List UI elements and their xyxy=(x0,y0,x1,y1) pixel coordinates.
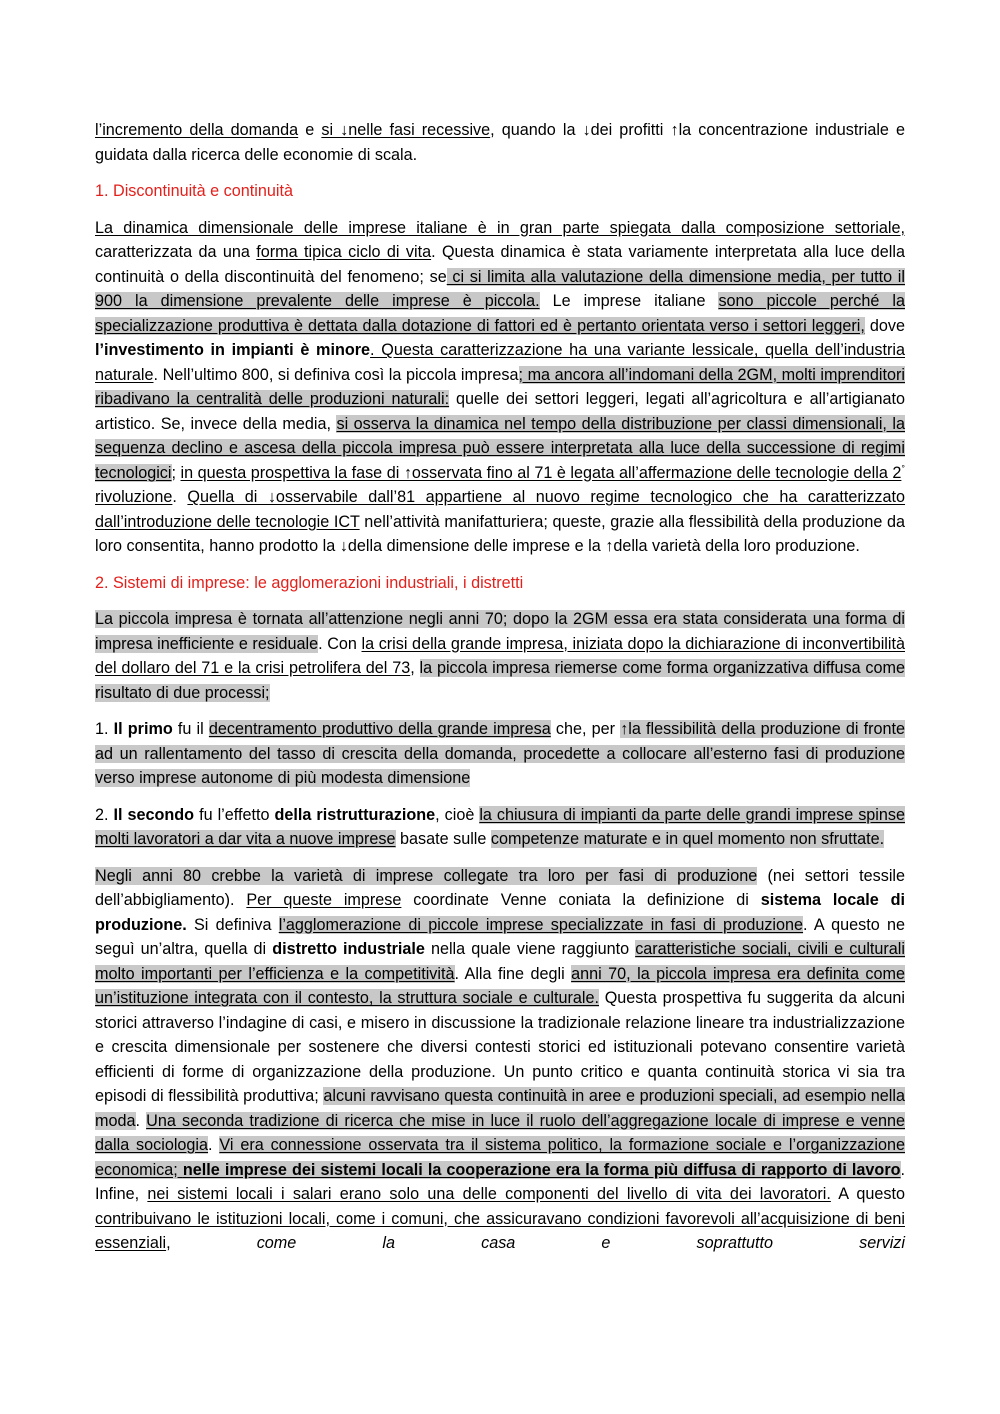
text-run: Per queste imprese xyxy=(246,891,402,909)
text-run: la crisi della grande impresa, iniziata dopo la dichiarazione di inconvertibilità del dollaro del 71 e la crisi petrolifera del 73 xyxy=(95,634,905,677)
text-run: si ↓nelle fasi recessive xyxy=(321,121,491,139)
text-run: Il primo xyxy=(113,720,173,738)
text-run: si osserva la dinamica nel tempo della distribuzione per classi dimensionali, la sequenza declino e ascesa della piccola impresa può essere interpretata alla luce della successione di regimi tecnologici xyxy=(95,414,905,482)
text-run: contribuivano le istituzioni locali, come i comuni, che assicuravano condizioni favorevoli all’acquisizione di beni essenziali xyxy=(95,1209,905,1252)
text-run: in questa prospettiva la fase di ↑osservata fino al 71 è legata all’affermazione delle tecnologie della 2 xyxy=(180,463,902,482)
text-run: , cioè xyxy=(435,805,480,824)
text-run: . Nell’ultimo 800, si definiva così la piccola impresa xyxy=(153,365,519,384)
text-run: e xyxy=(298,121,322,139)
text-run: . xyxy=(208,1136,220,1154)
text-run: l’agglomerazione di piccole imprese specializzate in fasi di produzione xyxy=(278,915,804,934)
section-heading-1: 1. Discontinuità e continuità xyxy=(95,182,293,200)
text-run: quelle dei settori leggeri, legati all’agricoltura e all’artigianato artistico. Se, invece della media, xyxy=(95,390,905,433)
text-run: nell’attività manifatturiera; queste, grazie alla flessibilità della produzione da loro consentita, hanno prodotto la ↓della dimensione delle imprese e la ↑della varietà della loro produzione. xyxy=(95,512,906,555)
text-run: . A questo ne seguì un’altra, quella di xyxy=(95,915,905,958)
text-run: Quella di ↓osservabile dall’81 appartiene al nuovo regime tecnologico che ha caratterizzato dall’introduzione delle tecnologie ICT xyxy=(95,488,906,531)
text-run: l’investimento in impianti è minore xyxy=(95,341,371,359)
text-run: l’incremento della domanda xyxy=(95,121,299,139)
text-run: nella quale viene raggiunto xyxy=(424,940,636,958)
paragraph-second-process xyxy=(95,803,905,852)
text-run: ↑la flessibilità della produzione di fronte ad un rallentamento del tasso di crescita della domanda, procedette a collocare all’esterno fasi di produzione verso imprese autonome di più modesta dimensione xyxy=(95,720,906,787)
text-run: nelle imprese dei sistemi locali la cooperazione era la forma più diffusa di rapporto di lavoro xyxy=(182,1160,901,1179)
text-run: alcuni ravvisano questa continuità in aree e produzioni speciali, ad esempio nella moda xyxy=(95,1087,905,1130)
text-run: A questo xyxy=(830,1185,905,1203)
text-run: distretto industriale xyxy=(272,940,425,958)
text-run: caratteristiche sociali, civili e culturali molto importanti per l’efficienza e la competitività xyxy=(95,940,906,983)
text-run: 1. xyxy=(95,720,114,738)
text-run: . xyxy=(172,488,188,506)
text-run: la chiusura di impianti da parte delle grandi imprese spinse molti lavoratori a dar vita a nuove imprese xyxy=(95,805,905,848)
text-run: anni 70, la piccola impresa era definita come un’istituzione integrata con il contesto, la struttura sociale e culturale. xyxy=(95,964,905,1007)
text-run: ; xyxy=(171,463,181,482)
text-run: competenze maturate e in quel momento non sfruttate. xyxy=(490,830,885,848)
text-run: decentramento produttivo della grande impresa xyxy=(208,720,551,738)
text-run: nei sistemi locali i salari erano solo una delle componenti del livello di vita dei lavoratori. xyxy=(147,1185,831,1203)
text-run: che, per xyxy=(550,720,621,738)
text-run: , xyxy=(410,659,420,677)
text-run: . Infine, xyxy=(95,1160,906,1203)
text-run: Il secondo xyxy=(113,805,195,824)
text-run: . Alla fine degli xyxy=(454,964,572,983)
paragraph-first-process xyxy=(95,717,905,791)
text-run: (nei settori tessile dell’abbigliamento). xyxy=(95,866,906,909)
text-run: Le imprese italiane xyxy=(539,292,719,310)
paragraph-industrial-districts xyxy=(95,864,905,1256)
text-run: dove xyxy=(864,316,905,335)
text-run: Vi era connessione osservata tra il sistema politico, la formazione sociale e l’organizzazione economica; xyxy=(95,1136,905,1179)
text-run: . Con xyxy=(318,634,362,653)
paragraph-section-1 xyxy=(95,216,905,559)
text-run: Negli anni 80 crebbe la varietà di imprese collegate tra loro per fasi di produzione xyxy=(95,866,758,885)
text-run: La dinamica dimensionale delle imprese italiane è in gran parte spiegata dalla composizione settoriale, xyxy=(95,218,905,237)
text-run: Una seconda tradizione di ricerca che mise in luce il ruolo dell’aggregazione locale di imprese e venne dalla sociologia xyxy=(95,1111,905,1154)
text-run: coordinate Venne coniata la definizione di xyxy=(401,891,761,909)
text-run: la piccola impresa riemerse come forma organizzativa diffusa come risultato di due processi; xyxy=(95,659,905,702)
text-run: fu l’effetto xyxy=(194,805,275,824)
text-run: della ristrutturazione xyxy=(274,805,436,824)
text-run: La piccola impresa è tornata all’attenzione negli anni 70; dopo la 2GM essa era stata considerata una forma di impresa inefficiente e residuale xyxy=(95,610,905,653)
paragraph-section-2-intro xyxy=(95,607,905,705)
text-run: sono piccole perché la specializzazione produttiva è dettata dalla dotazione di fattori ed è pertanto orientata verso i settori leggeri, xyxy=(95,292,905,335)
text-run: ci si limita alla valutazione della dimensione media, per tutto il 900 la dimensione prevalente delle imprese è piccola. xyxy=(95,267,905,310)
section-heading-2: 2. Sistemi di imprese: le agglomerazioni industriali, i distretti xyxy=(95,573,524,592)
text-run: ; ma ancora all’indomani della 2GM, molti imprenditori ribadivano la centralità delle produzioni naturali: xyxy=(95,365,905,408)
text-run: ° xyxy=(901,463,905,474)
text-run: basate sulle xyxy=(395,830,491,848)
text-run: caratterizzata da una xyxy=(95,243,257,261)
text-run: fu il xyxy=(172,720,209,738)
paragraph-intro xyxy=(95,118,905,167)
text-run: Si definiva xyxy=(186,915,279,934)
text-run: rivoluzione xyxy=(95,488,173,506)
text-run: Questa prospettiva fu suggerita da alcuni storici attraverso l’indagine di casi, e misero in discussione la tradizionale relazione lineare tra industrializzazione e crescita dimensionale per sostenere che diversi contesti storici ed istituzionali potevano consentire varietà efficienti di forme di organizzazione della produzione. Un punto critico e quanta continuità storica vi sia tra episodi di flessibilità produttiva; xyxy=(95,989,905,1105)
text-run: . Questa dinamica è stata variamente interpretata alla luce della continuità o della discontinuità del fenomeno; se xyxy=(95,243,905,286)
text-run: . xyxy=(135,1111,147,1130)
text-run: , xyxy=(166,1234,257,1252)
text-run: 2. xyxy=(95,805,114,824)
document-page xyxy=(95,118,905,1268)
text-run: forma tipica ciclo di vita xyxy=(256,243,432,261)
text-run: sistema locale di produzione. xyxy=(95,891,905,934)
text-run: come la casa e soprattutto servizi xyxy=(256,1234,905,1252)
text-run: . Questa caratterizzazione ha una variante lessicale, quella dell’industria naturale xyxy=(95,341,905,384)
text-run: , quando la ↓dei profitti ↑la concentrazione industriale e guidata dalla ricerca delle economie di scala. xyxy=(95,121,906,164)
